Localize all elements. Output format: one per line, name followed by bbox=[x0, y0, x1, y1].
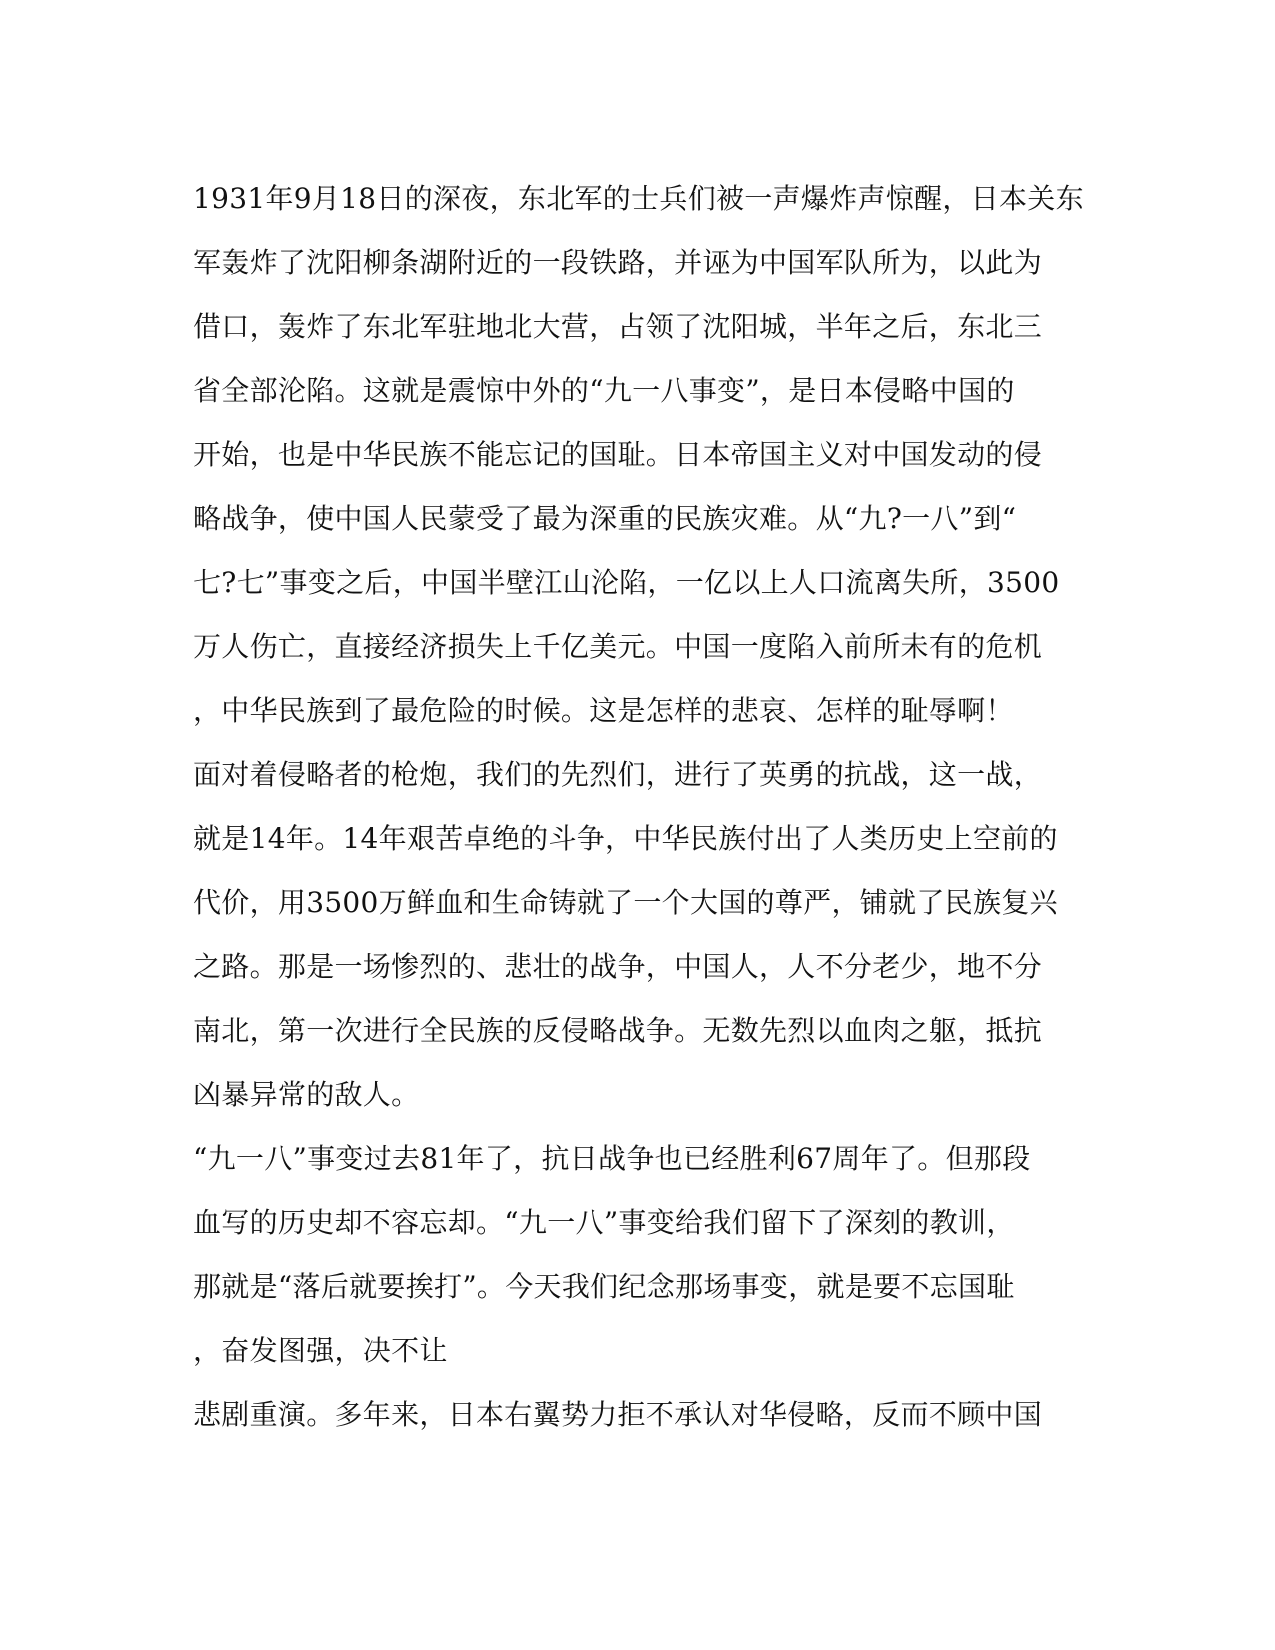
text-line: 1931年9月18日的深夜，东北军的士兵们被一声爆炸声惊醒，日本关东 bbox=[193, 182, 1084, 215]
text-line: 凶暴异常的敌人。 bbox=[193, 1078, 420, 1111]
text-line: 代价，用3500万鲜血和生命铸就了一个大国的尊严，铺就了民族复兴 bbox=[193, 886, 1058, 919]
body-text bbox=[193, 167, 1083, 1447]
text-line: ，奋发图强，决不让 bbox=[193, 1334, 448, 1367]
text-line: 血写的历史却不容忘却。“九一八”事变给我们留下了深刻的教训， bbox=[193, 1206, 1015, 1239]
text-line: ，中华民族到了最危险的时候。这是怎样的悲哀、怎样的耻辱啊！ bbox=[193, 694, 1014, 727]
text-line: 面对着侵略者的枪炮，我们的先烈们，进行了英勇的抗战，这一战， bbox=[193, 758, 1043, 791]
text-line: 之路。那是一场惨烈的、悲壮的战争，中国人，人不分老少，地不分 bbox=[193, 950, 1043, 983]
text-line: 就是14年。14年艰苦卓绝的斗争，中华民族付出了人类历史上空前的 bbox=[193, 822, 1058, 855]
text-line: 开始，也是中华民族不能忘记的国耻。日本帝国主义对中国发动的侵 bbox=[193, 438, 1043, 471]
text-line: 略战争，使中国人民蒙受了最为深重的民族灾难。从“九?一八”到“ bbox=[193, 502, 1017, 535]
text-line: 万人伤亡，直接经济损失上千亿美元。中国一度陷入前所未有的危机 bbox=[193, 630, 1043, 663]
text-line: 省全部沦陷。这就是震惊中外的“九一八事变”，是日本侵略中国的 bbox=[193, 374, 1015, 407]
text-line: 那就是“落后就要挨打”。今天我们纪念那场事变，就是要不忘国耻 bbox=[193, 1270, 1015, 1303]
text-line: 南北，第一次进行全民族的反侵略战争。无数先烈以血肉之躯，抵抗 bbox=[193, 1014, 1043, 1047]
text-line: “九一八”事变过去81年了，抗日战争也已经胜利67周年了。但那段 bbox=[193, 1142, 1031, 1175]
text-line: 七?七”事变之后，中国半壁江山沦陷，一亿以上人口流离失所，3500 bbox=[193, 566, 1060, 599]
text-line: 军轰炸了沈阳柳条湖附近的一段铁路，并诬为中国军队所为，以此为 bbox=[193, 246, 1043, 279]
text-line: 悲剧重演。多年来，日本右翼势力拒不承认对华侵略，反而不顾中国 bbox=[193, 1398, 1043, 1431]
text-line: 借口，轰炸了东北军驻地北大营，占领了沈阳城，半年之后，东北三 bbox=[193, 310, 1043, 343]
